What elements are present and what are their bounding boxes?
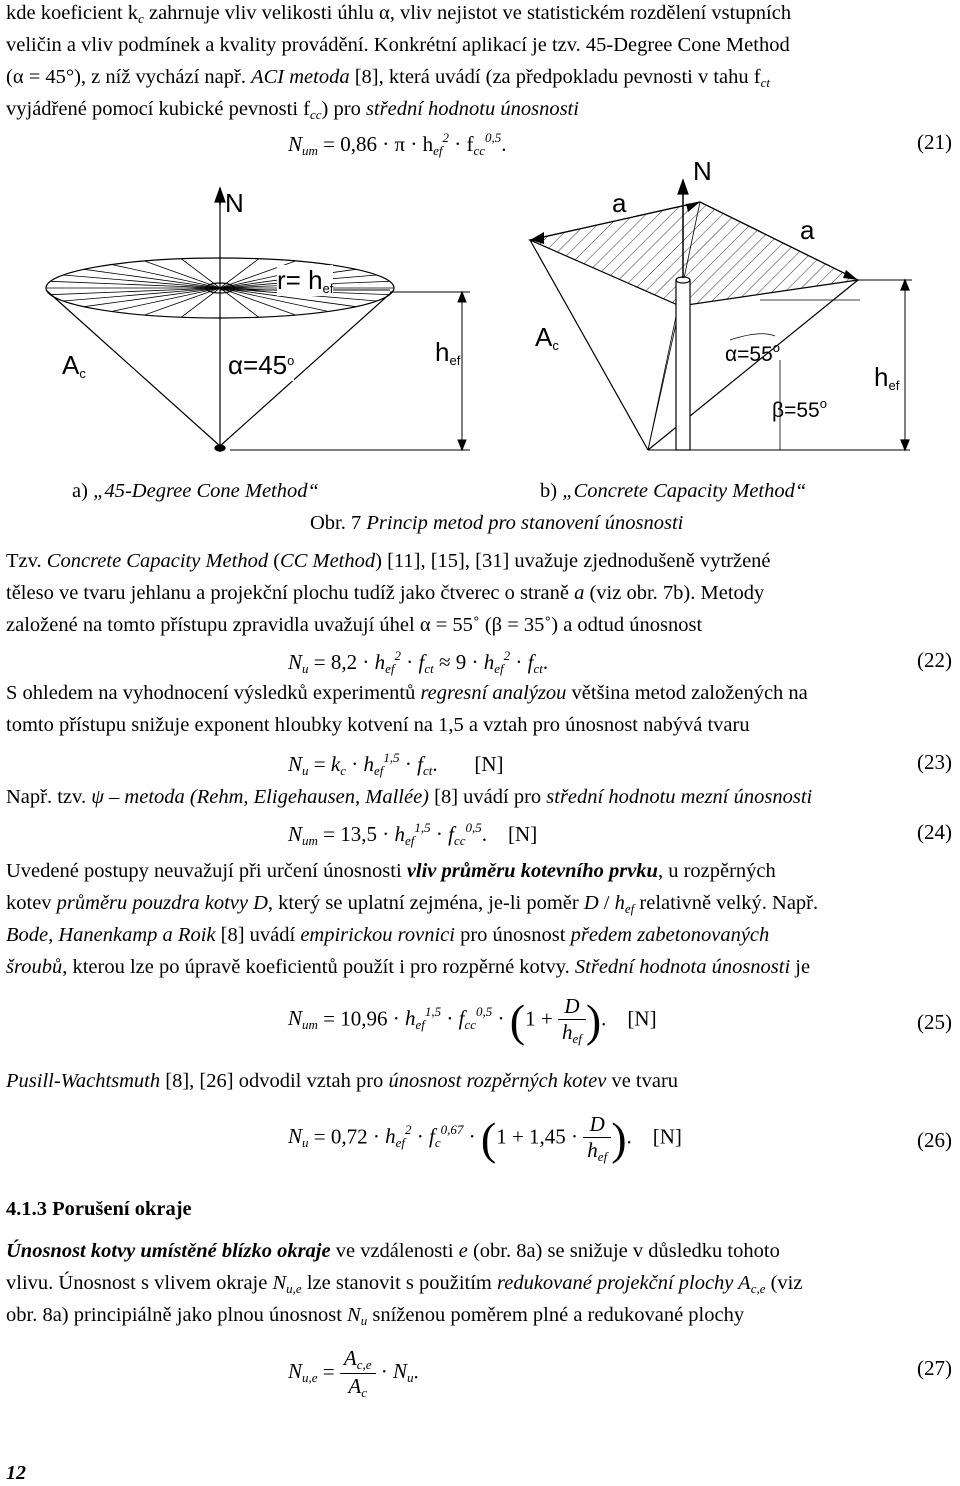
para5-line1: Uvedené postupy neuvažují při určení únosnosti vliv průměru kotevního prvku, u rozpěrných [6, 860, 776, 882]
equation-27-number: (27) [917, 1356, 952, 1380]
fig-a-hef-label: $h_{ef}$ [435, 337, 461, 368]
equation-25: $N_{um} = 10,96 \cdot h_{ef}^{1,5} \cdot f_{cc}^{0,5} \cdot (1$ + $\frac{D}{h_{ef}}$ ). [N] [288, 994, 657, 1046]
para1-line1: kde koeficient $k_c$ zahrnuje vliv velikosti úhlu α, vliv nejistot ve statistickém rozdělení vstupních [6, 2, 792, 26]
fig-b-a2-label: a [800, 215, 815, 245]
fig-a-r-label: $r= h_{ef}$ [277, 265, 334, 296]
para1-line3: (α = 45°), z níž vychází např. ACI metoda [8], která uvádí (za předpokladu pevnosti v tahu $f_{ct}$ [6, 66, 770, 90]
equation-26-number: (26) [917, 1128, 952, 1152]
fig-a-Ac-label: $A_c$ [62, 350, 86, 381]
para3-line1: S ohledem na vyhodnocení výsledků experimentů regresní analýzou většina metod založených na [6, 682, 808, 704]
para1-line2: veličin a vliv podmínek a kvality provádění. Konkrétní aplikací je tzv. 45-Degree Cone Method [6, 34, 790, 56]
pyramid-diagram [530, 180, 912, 450]
para3-line2: tomto přístupu snižuje exponent hloubky kotvení na 1,5 a vztah pro únosnost nabývá tvaru [6, 714, 750, 736]
fig-b-alpha-label: $\alpha=55^o$ [725, 340, 780, 366]
para7-line3: obr. 8a) principiálně jako plnou únosnost $N_u$ sníženou poměrem plné a redukované plochy [6, 1304, 745, 1328]
fig-b-beta-label: $\beta=55^o$ [772, 396, 827, 422]
cone-diagram [46, 188, 394, 452]
equation-22: $N_u = 8,2 \cdot h_{ef}^2 \cdot f_{ct} \approx 9 \cdot h_{ef}^2 \cdot f_{ct}$. [288, 648, 549, 676]
para5-line4: šroubů, kterou lze po úpravě koeficientů použít i pro rozpěrné kotvy. Střední hodnota únosnosti je [6, 956, 811, 978]
fig-b-Ac-label: $A_c$ [535, 322, 559, 353]
fig-b-hef-label: $h_{ef}$ [874, 362, 900, 393]
equation-25-number: (25) [917, 1010, 952, 1034]
para1-line4: vyjádřené pomocí kubické pevnosti $f_{cc}$) pro střední hodnotu únosnosti [6, 98, 579, 122]
figure-caption-a: a) „45-Degree Cone Method“ [72, 480, 319, 502]
figure-caption-b: b) „Concrete Capacity Method“ [540, 480, 807, 502]
figure-7-drawing [0, 160, 960, 470]
para5-line2: kotev průměru pouzdra kotvy D, který se uplatní zejména, je-li poměr D / $h_{ef}$ relativně velký. Např. [6, 892, 819, 916]
equation-26: $N_u = 0,72 \cdot h_{ef}^2 \cdot f_c^{0,67} \cdot (1 + 1,45$ · $\frac{D}{h_{ef}}$ ). [N] [288, 1112, 682, 1164]
fig-b-a1-label: a [612, 188, 627, 218]
para7-line2: vlivu. Únosnost s vlivem okraje $N_{u,e}$ lze stanovit s použitím redukované projekční plochy $A_{c,e}$ (viz [6, 1272, 803, 1296]
equation-22-number: (22) [917, 648, 952, 672]
equation-21-number: (21) [917, 130, 952, 154]
equation-21: $N_{um} = 0,86 \cdot \pi \cdot h_{ef}^2 \cdot f_{cc}^{0,5}$. [288, 130, 507, 158]
para2-line3: založené na tomto přístupu zpravidla uvažují úhel α = 55˚ (β = 35˚) a odtud únosnost [6, 614, 703, 636]
fig-a-alpha-label: $\alpha=45^o$ [228, 350, 295, 380]
para7-line1: Únosnost kotvy umístěné blízko okraje ve vzdálenosti e (obr. 8a) se snižuje v důsledku tohoto [6, 1240, 780, 1262]
figure-caption-main: Obr. 7 Princip metod pro stanovení únosnosti [310, 512, 684, 534]
para2-line2: těleso ve tvaru jehlanu a projekční plochu tudíž jako čtverec o straně a (viz obr. 7b). Metody [6, 582, 765, 604]
fig-b-N-label: N [693, 156, 712, 186]
equation-24-number: (24) [917, 820, 952, 844]
para4-line: Např. tzv. ψ – metoda (Rehm, Eligehausen, Mallée) [8] uvádí pro střední hodnotu mezní únosnosti [6, 786, 813, 808]
para2-line1: Tzv. Concrete Capacity Method (CC Method) [11], [15], [31] uvažuje zjednodušeně vytržené [6, 550, 771, 572]
equation-23: $N_u = k_c \cdot h_{ef}^{1,5} \cdot f_{ct}$. [N] [288, 750, 504, 778]
equation-24: $N_{um} = 13,5 \cdot h_{ef}^{1,5} \cdot f_{cc}^{0,5}$. [N] [288, 820, 538, 848]
section-heading: 4.1.3 Porušení okraje [6, 1198, 192, 1220]
fig-a-N-label: N [225, 188, 244, 218]
equation-23-number: (23) [917, 750, 952, 774]
para6-line: Pusill-Wachtsmuth [8], [26] odvodil vztah pro únosnost rozpěrných kotev ve tvaru [6, 1070, 679, 1092]
para5-line3: Bode, Hanenkamp a Roik [8] uvádí empirickou rovnici pro únosnost předem zabetonovaných [6, 924, 770, 946]
page-number: 12 [6, 1462, 26, 1484]
equation-27: $N_{u,e}$ = $\frac{A_{c,e}}{A_c}$ · $N_u$. [288, 1346, 419, 1400]
